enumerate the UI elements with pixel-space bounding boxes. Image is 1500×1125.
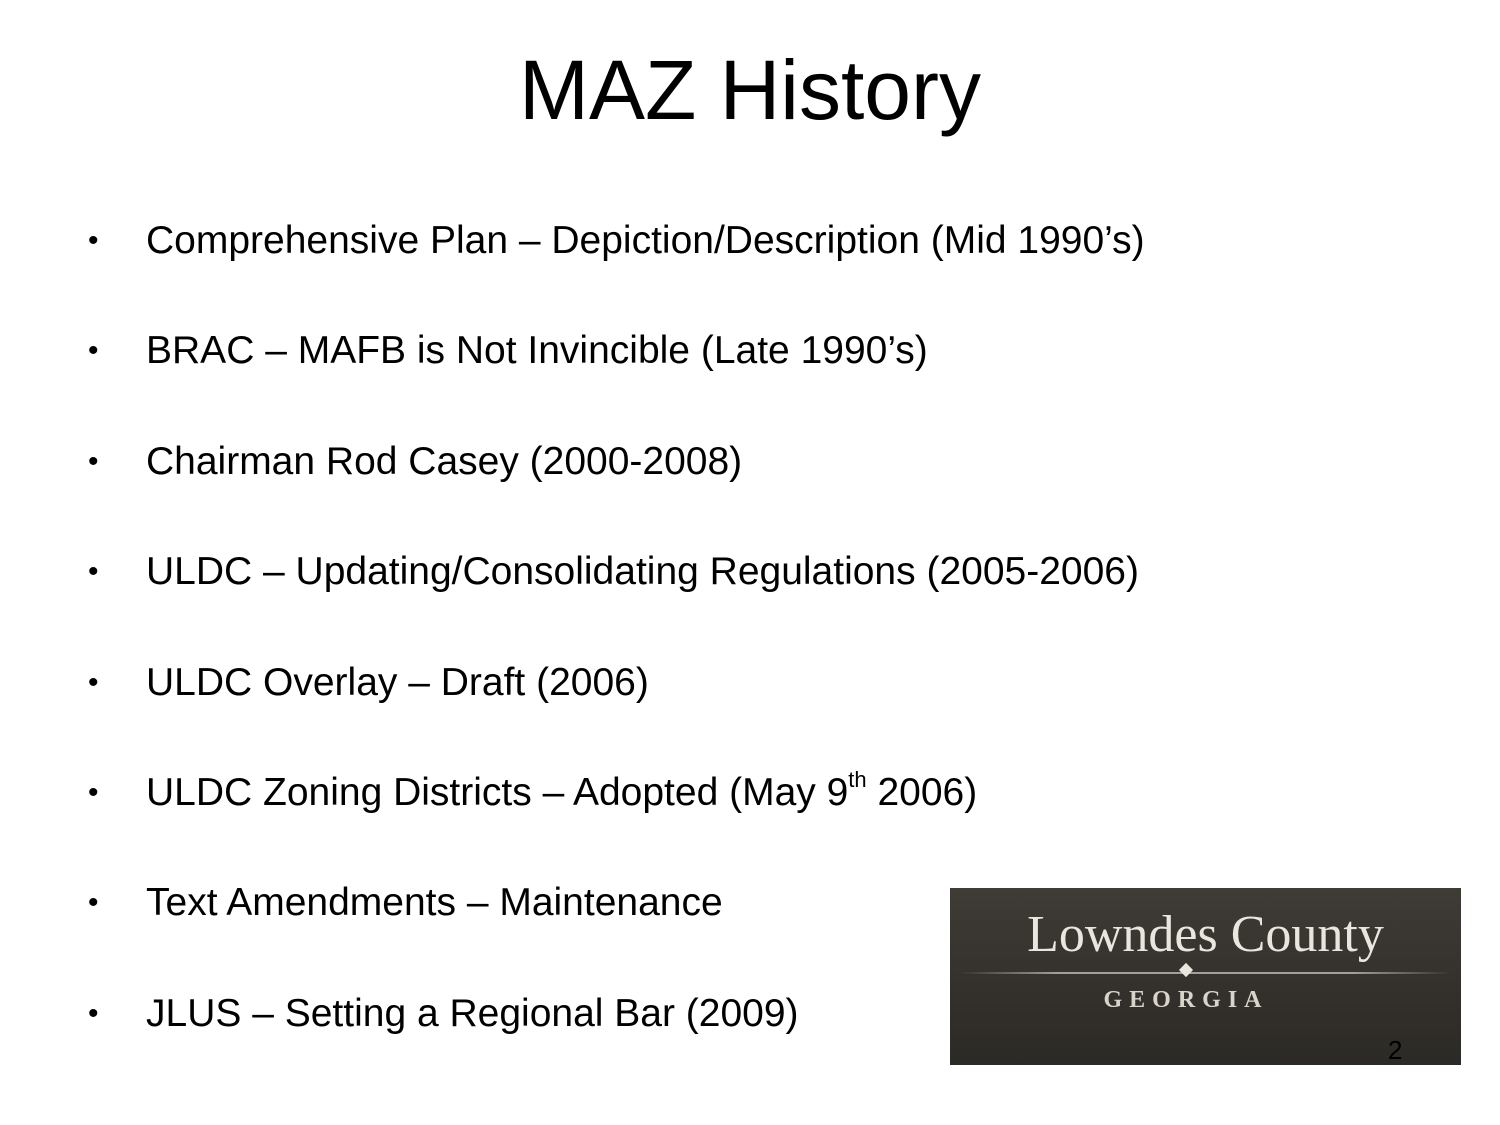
bullet-item [0,763,1200,823]
bullet-icon: • [88,776,99,809]
lowndes-county-logo [950,888,1461,1065]
bullet-icon: • [88,445,99,478]
bullet-item [0,542,1200,602]
bullet-item [0,211,1200,271]
slide-title: MAZ History [519,43,981,137]
bullet-text-tail: 2006) [866,771,978,814]
bullet-text: JLUS – Setting a Regional Bar (2009) [146,992,799,1035]
bullet-icon: • [88,224,99,257]
bullet-item [0,321,1200,381]
bullet-text: Comprehensive Plan – Depiction/Description (Mid 1990’s) [146,219,1145,262]
page-number: 2 [1388,1035,1403,1065]
bullet-item [0,653,1200,713]
bullet-icon: • [88,555,99,588]
bullet-text: BRAC – MAFB is Not Invincible (Late 1990’s) [146,329,928,372]
ordinal-superscript: th [848,767,867,792]
bullet-text-main: ULDC Zoning Districts – Adopted (May 9 [146,771,849,814]
bullet-icon: • [88,997,99,1030]
bullet-icon: • [88,886,99,919]
bullet-text [146,763,977,823]
bullet-text: Text Amendments – Maintenance [146,881,723,924]
bullet-text: ULDC – Updating/Consolidating Regulations (2005-2006) [146,550,1139,593]
logo-divider [960,972,1451,974]
bullet-icon: • [88,666,99,699]
logo-state-name: GEORGIA [1103,987,1269,1013]
bullet-item [0,432,1200,492]
logo-county-name: Lowndes County [1027,906,1384,963]
bullet-text: Chairman Rod Casey (2000-2008) [146,440,743,483]
bullet-text: ULDC Overlay – Draft (2006) [146,661,649,704]
bullet-icon: • [88,334,99,367]
